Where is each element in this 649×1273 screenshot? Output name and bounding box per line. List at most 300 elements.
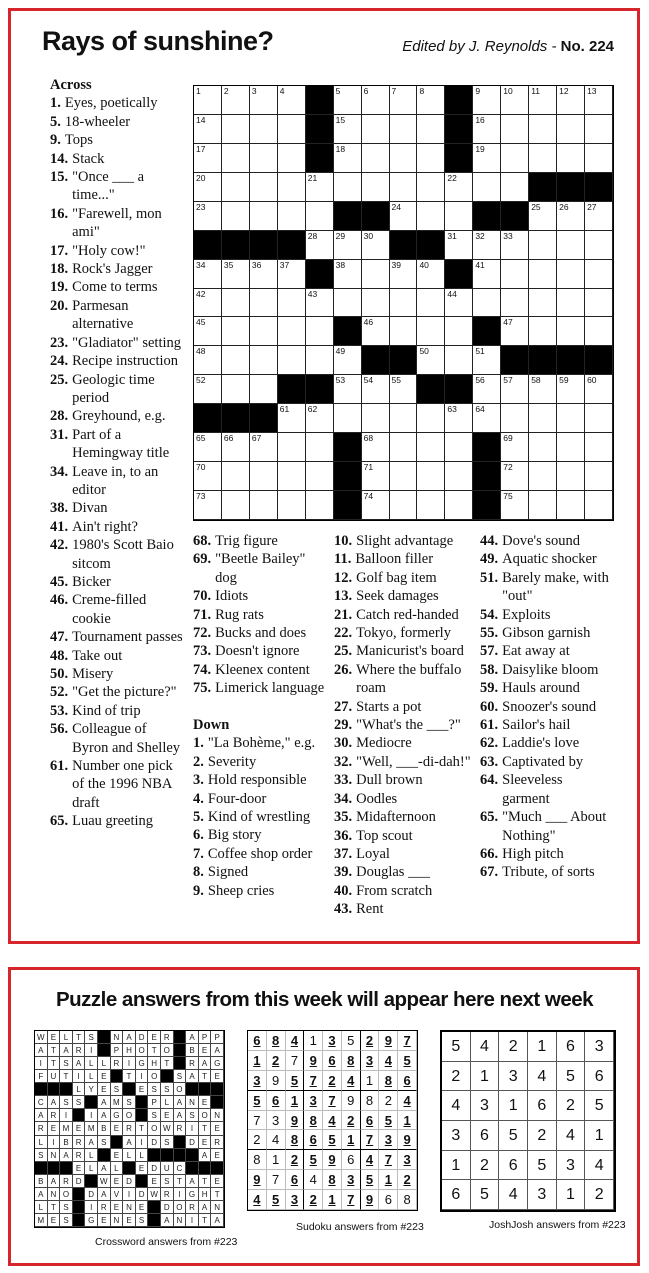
grid-cell[interactable] bbox=[529, 289, 557, 318]
clue-item bbox=[480, 550, 610, 568]
grid-cell[interactable] bbox=[445, 317, 473, 346]
grid-cell[interactable] bbox=[362, 491, 390, 520]
clue-number: 6. bbox=[193, 827, 204, 844]
grid-cell[interactable] bbox=[585, 289, 613, 318]
grid-cell[interactable] bbox=[362, 462, 390, 491]
sudoku-digit: 5 bbox=[379, 1111, 398, 1131]
grid-cell[interactable] bbox=[306, 433, 334, 462]
grid-block bbox=[445, 86, 473, 115]
grid-cell[interactable] bbox=[390, 289, 418, 318]
sudoku-digit: 1 bbox=[248, 1051, 267, 1071]
grid-block bbox=[306, 115, 334, 144]
cell-number: 67 bbox=[251, 433, 262, 444]
sudoku-digit: 9 bbox=[248, 1170, 267, 1190]
grid-cell[interactable] bbox=[585, 231, 613, 260]
grid-cell[interactable] bbox=[362, 86, 390, 115]
clue-text: Ain't right? bbox=[72, 518, 138, 535]
grid-cell[interactable] bbox=[250, 115, 278, 144]
joshjosh-digit: 1 bbox=[442, 1151, 471, 1181]
grid-cell[interactable] bbox=[529, 231, 557, 260]
grid-cell[interactable] bbox=[250, 317, 278, 346]
clue-text: Captivated by bbox=[502, 753, 584, 770]
grid-cell[interactable] bbox=[362, 404, 390, 433]
clue-number: 12. bbox=[334, 569, 353, 586]
grid-cell[interactable] bbox=[306, 404, 334, 433]
grid-cell[interactable] bbox=[194, 289, 222, 318]
grid-cell[interactable] bbox=[417, 346, 445, 375]
grid-cell[interactable] bbox=[445, 462, 473, 491]
grid-cell[interactable] bbox=[194, 491, 222, 520]
grid-cell[interactable] bbox=[417, 317, 445, 346]
sudoku-digit: 2 bbox=[286, 1150, 305, 1170]
clue-number: 67. bbox=[480, 864, 499, 881]
cell-number: 28 bbox=[307, 230, 318, 241]
clue-text: "Holy cow!" bbox=[72, 242, 146, 259]
grid-block bbox=[250, 231, 278, 260]
grid-cell[interactable] bbox=[445, 346, 473, 375]
grid-cell[interactable] bbox=[557, 289, 585, 318]
grid-cell[interactable] bbox=[557, 202, 585, 231]
grid-cell[interactable] bbox=[557, 404, 585, 433]
grid-cell[interactable] bbox=[250, 491, 278, 520]
grid-cell[interactable] bbox=[306, 462, 334, 491]
grid-cell[interactable] bbox=[334, 86, 362, 115]
clue-text: Kind of wrestling bbox=[207, 809, 311, 826]
grid-cell[interactable] bbox=[362, 231, 390, 260]
grid-cell[interactable] bbox=[501, 375, 529, 404]
cell-number: 14 bbox=[196, 114, 206, 125]
sudoku-digit: 9 bbox=[286, 1111, 305, 1131]
grid-cell[interactable] bbox=[501, 231, 529, 260]
grid-cell[interactable] bbox=[278, 86, 306, 115]
grid-cell[interactable] bbox=[445, 289, 473, 318]
answer-block bbox=[85, 1096, 98, 1109]
answer-block bbox=[48, 1162, 61, 1175]
grid-cell[interactable] bbox=[557, 115, 585, 144]
cell-number: 11 bbox=[531, 86, 541, 96]
clue-text: "Farewell, mon ami" bbox=[72, 205, 162, 241]
clue-item bbox=[193, 753, 328, 771]
answer-letter: T bbox=[48, 1201, 61, 1214]
grid-cell[interactable] bbox=[278, 462, 306, 491]
grid-cell[interactable] bbox=[250, 375, 278, 404]
grid-cell[interactable] bbox=[250, 289, 278, 318]
grid-cell[interactable] bbox=[250, 202, 278, 231]
cell-number: 13 bbox=[587, 86, 597, 96]
clue-item bbox=[50, 168, 185, 205]
grid-cell[interactable] bbox=[390, 260, 418, 289]
sudoku-digit: 7 bbox=[398, 1031, 417, 1051]
grid-cell[interactable] bbox=[278, 115, 306, 144]
clue-item bbox=[193, 808, 328, 826]
grid-cell[interactable] bbox=[362, 144, 390, 173]
grid-cell[interactable] bbox=[390, 86, 418, 115]
grid-cell[interactable] bbox=[194, 86, 222, 115]
clue-item bbox=[334, 808, 479, 826]
sudoku-digit: 5 bbox=[398, 1051, 417, 1071]
answer-letter: L bbox=[60, 1031, 73, 1044]
grid-cell[interactable] bbox=[417, 404, 445, 433]
grid-cell[interactable] bbox=[222, 86, 250, 115]
grid-cell[interactable] bbox=[362, 289, 390, 318]
grid-cell[interactable] bbox=[250, 260, 278, 289]
clue-text: Oodles bbox=[356, 790, 398, 807]
clue-number: 68. bbox=[193, 533, 212, 549]
grid-cell[interactable] bbox=[194, 462, 222, 491]
grid-cell[interactable] bbox=[278, 491, 306, 520]
answer-letter: R bbox=[73, 1149, 86, 1162]
grid-cell[interactable] bbox=[334, 289, 362, 318]
grid-cell[interactable] bbox=[585, 491, 613, 520]
clue-item bbox=[334, 587, 479, 605]
joshjosh-digit: 5 bbox=[442, 1032, 471, 1062]
grid-cell[interactable] bbox=[362, 173, 390, 202]
grid-cell[interactable] bbox=[417, 260, 445, 289]
clue-number: 60. bbox=[480, 698, 499, 715]
grid-cell[interactable] bbox=[334, 404, 362, 433]
clue-number: 25. bbox=[50, 371, 69, 388]
grid-cell[interactable] bbox=[585, 404, 613, 433]
grid-cell[interactable] bbox=[473, 86, 501, 115]
sudoku-digit: 3 bbox=[398, 1150, 417, 1170]
grid-cell[interactable] bbox=[585, 260, 613, 289]
answer-letter: S bbox=[35, 1149, 48, 1162]
clue-number: 66. bbox=[480, 845, 499, 862]
grid-cell[interactable] bbox=[334, 231, 362, 260]
grid-cell[interactable] bbox=[585, 375, 613, 404]
grid-cell[interactable] bbox=[334, 260, 362, 289]
grid-cell[interactable] bbox=[585, 202, 613, 231]
grid-cell[interactable] bbox=[529, 260, 557, 289]
grid-cell[interactable] bbox=[194, 173, 222, 202]
clue-number: 45. bbox=[50, 573, 69, 590]
cell-number: 22 bbox=[447, 172, 457, 183]
grid-cell[interactable] bbox=[585, 86, 613, 115]
grid-cell[interactable] bbox=[585, 317, 613, 346]
answer-letter: A bbox=[98, 1096, 111, 1109]
clue-item bbox=[50, 628, 185, 646]
grid-cell[interactable] bbox=[417, 202, 445, 231]
clue-number: 16. bbox=[50, 205, 69, 222]
grid-cell[interactable] bbox=[445, 433, 473, 462]
grid-cell[interactable] bbox=[501, 115, 529, 144]
grid-cell[interactable] bbox=[390, 433, 418, 462]
clue-text: High pitch bbox=[502, 845, 564, 862]
grid-cell[interactable] bbox=[501, 404, 529, 433]
grid-cell[interactable] bbox=[417, 115, 445, 144]
clue-number: 11. bbox=[334, 551, 352, 568]
grid-cell[interactable] bbox=[501, 462, 529, 491]
grid-cell[interactable] bbox=[278, 433, 306, 462]
clue-item bbox=[50, 683, 185, 701]
grid-cell[interactable] bbox=[501, 86, 529, 115]
grid-cell[interactable] bbox=[222, 144, 250, 173]
grid-cell[interactable] bbox=[222, 462, 250, 491]
grid-cell[interactable] bbox=[390, 317, 418, 346]
grid-cell[interactable] bbox=[334, 115, 362, 144]
grid-cell[interactable] bbox=[557, 144, 585, 173]
grid-cell[interactable] bbox=[250, 346, 278, 375]
grid-cell[interactable] bbox=[390, 491, 418, 520]
cell-number: 45 bbox=[196, 317, 206, 328]
cell-number: 36 bbox=[251, 259, 262, 270]
sudoku-digit: 5 bbox=[267, 1190, 286, 1210]
cell-number: 17 bbox=[196, 143, 206, 154]
grid-cell[interactable] bbox=[222, 115, 250, 144]
cell-number: 5 bbox=[335, 86, 341, 96]
grid-cell[interactable] bbox=[278, 404, 306, 433]
grid-cell[interactable] bbox=[473, 115, 501, 144]
grid-cell[interactable] bbox=[445, 404, 473, 433]
grid-cell[interactable] bbox=[390, 404, 418, 433]
grid-cell[interactable] bbox=[501, 317, 529, 346]
grid-cell[interactable] bbox=[390, 144, 418, 173]
answer-letter: L bbox=[73, 1083, 86, 1096]
answer-letter: E bbox=[73, 1122, 86, 1135]
grid-cell[interactable] bbox=[390, 375, 418, 404]
grid-cell[interactable] bbox=[501, 491, 529, 520]
grid-cell[interactable] bbox=[362, 260, 390, 289]
grid-cell[interactable] bbox=[557, 86, 585, 115]
sudoku-digit: 4 bbox=[379, 1051, 398, 1071]
grid-cell[interactable] bbox=[557, 462, 585, 491]
grid-cell[interactable] bbox=[278, 317, 306, 346]
grid-cell[interactable] bbox=[501, 144, 529, 173]
grid-cell[interactable] bbox=[417, 462, 445, 491]
grid-cell[interactable] bbox=[501, 260, 529, 289]
clue-text: Misery bbox=[72, 666, 114, 682]
grid-cell[interactable] bbox=[445, 202, 473, 231]
down-heading: Down bbox=[193, 717, 230, 734]
clue-text: Part of a Hemingway title bbox=[72, 426, 170, 462]
grid-cell[interactable] bbox=[557, 317, 585, 346]
grid-cell[interactable] bbox=[473, 260, 501, 289]
grid-cell[interactable] bbox=[250, 433, 278, 462]
grid-cell[interactable] bbox=[417, 86, 445, 115]
grid-cell[interactable] bbox=[222, 491, 250, 520]
grid-cell[interactable] bbox=[194, 433, 222, 462]
clue-number: 37. bbox=[334, 845, 353, 862]
grid-cell[interactable] bbox=[306, 202, 334, 231]
grid-cell[interactable] bbox=[390, 115, 418, 144]
clue-item bbox=[50, 260, 185, 278]
grid-cell[interactable] bbox=[222, 289, 250, 318]
grid-cell[interactable] bbox=[529, 404, 557, 433]
grid-cell[interactable] bbox=[222, 317, 250, 346]
grid-cell[interactable] bbox=[334, 375, 362, 404]
cell-number: 20 bbox=[196, 172, 206, 183]
grid-cell[interactable] bbox=[222, 433, 250, 462]
grid-cell[interactable] bbox=[306, 317, 334, 346]
grid-cell[interactable] bbox=[585, 462, 613, 491]
clue-number: 36. bbox=[334, 827, 353, 844]
grid-cell[interactable] bbox=[222, 173, 250, 202]
grid-cell[interactable] bbox=[417, 491, 445, 520]
grid-cell[interactable] bbox=[473, 289, 501, 318]
grid-cell[interactable] bbox=[222, 202, 250, 231]
grid-cell[interactable] bbox=[222, 375, 250, 404]
grid-cell[interactable] bbox=[529, 462, 557, 491]
cell-number: 63 bbox=[447, 404, 457, 415]
grid-cell[interactable] bbox=[362, 317, 390, 346]
grid-cell[interactable] bbox=[194, 317, 222, 346]
grid-cell[interactable] bbox=[473, 404, 501, 433]
grid-cell[interactable] bbox=[250, 144, 278, 173]
grid-cell[interactable] bbox=[473, 231, 501, 260]
grid-cell[interactable] bbox=[306, 346, 334, 375]
grid-cell[interactable] bbox=[362, 115, 390, 144]
grid-cell[interactable] bbox=[529, 433, 557, 462]
grid-cell[interactable] bbox=[585, 115, 613, 144]
answer-letter: A bbox=[199, 1149, 212, 1162]
answer-letter: S bbox=[148, 1083, 161, 1096]
sudoku-digit: 7 bbox=[379, 1150, 398, 1170]
grid-cell[interactable] bbox=[250, 86, 278, 115]
cell-number: 38 bbox=[335, 259, 346, 270]
answer-letter: E bbox=[98, 1083, 111, 1096]
grid-cell[interactable] bbox=[529, 491, 557, 520]
grid-cell[interactable] bbox=[557, 491, 585, 520]
down-clues-column-3 bbox=[480, 532, 610, 882]
grid-cell[interactable] bbox=[222, 346, 250, 375]
clue-item bbox=[480, 624, 610, 642]
grid-cell[interactable] bbox=[334, 173, 362, 202]
clue-text: From scratch bbox=[356, 882, 433, 899]
answer-letter: S bbox=[60, 1096, 73, 1109]
answer-letter: O bbox=[60, 1188, 73, 1201]
grid-cell[interactable] bbox=[417, 289, 445, 318]
grid-cell[interactable] bbox=[362, 375, 390, 404]
clue-item bbox=[50, 499, 185, 517]
answer-letter: L bbox=[123, 1149, 136, 1162]
grid-cell[interactable] bbox=[529, 86, 557, 115]
byline-number: No. 224 bbox=[560, 38, 614, 55]
grid-cell[interactable] bbox=[417, 173, 445, 202]
grid-cell[interactable] bbox=[278, 202, 306, 231]
cell-number: 57 bbox=[503, 375, 513, 386]
grid-cell[interactable] bbox=[194, 375, 222, 404]
cell-number: 49 bbox=[335, 346, 346, 357]
cell-number: 35 bbox=[223, 259, 234, 270]
grid-cell[interactable] bbox=[390, 202, 418, 231]
grid-cell[interactable] bbox=[194, 260, 222, 289]
grid-cell[interactable] bbox=[278, 346, 306, 375]
grid-cell[interactable] bbox=[250, 173, 278, 202]
answer-letter: A bbox=[174, 1109, 187, 1122]
grid-cell[interactable] bbox=[557, 231, 585, 260]
grid-cell[interactable] bbox=[250, 462, 278, 491]
clue-item bbox=[50, 407, 185, 425]
clue-text: Hauls around bbox=[502, 680, 580, 697]
grid-cell[interactable] bbox=[557, 375, 585, 404]
grid-cell[interactable] bbox=[501, 433, 529, 462]
answer-letter: E bbox=[73, 1162, 86, 1175]
grid-cell[interactable] bbox=[417, 433, 445, 462]
grid-cell[interactable] bbox=[473, 375, 501, 404]
grid-cell[interactable] bbox=[473, 144, 501, 173]
grid-cell[interactable] bbox=[306, 491, 334, 520]
answer-letter: E bbox=[136, 1201, 149, 1214]
answer-letter: I bbox=[136, 1070, 149, 1083]
grid-cell[interactable] bbox=[306, 173, 334, 202]
clue-item bbox=[334, 790, 479, 808]
grid-cell[interactable] bbox=[194, 115, 222, 144]
answer-letter: H bbox=[123, 1044, 136, 1057]
grid-cell[interactable] bbox=[473, 346, 501, 375]
answer-letter: R bbox=[73, 1044, 86, 1057]
answer-letter: N bbox=[186, 1096, 199, 1109]
clue-text: Leave in, to an editor bbox=[72, 463, 159, 498]
sudoku-digit: 8 bbox=[342, 1051, 361, 1071]
grid-cell[interactable] bbox=[194, 144, 222, 173]
grid-cell[interactable] bbox=[445, 491, 473, 520]
grid-cell[interactable] bbox=[278, 260, 306, 289]
grid-cell[interactable] bbox=[585, 433, 613, 462]
clue-number: 74. bbox=[193, 661, 212, 678]
answer-letter: G bbox=[186, 1188, 199, 1201]
clue-text: "Get the picture?" bbox=[72, 684, 177, 701]
answer-letter: A bbox=[35, 1188, 48, 1201]
clue-number: 46. bbox=[50, 592, 69, 609]
grid-cell[interactable] bbox=[278, 289, 306, 318]
grid-cell[interactable] bbox=[390, 462, 418, 491]
grid-cell[interactable] bbox=[501, 173, 529, 202]
grid-block bbox=[194, 231, 222, 260]
grid-cell[interactable] bbox=[278, 173, 306, 202]
grid-cell[interactable] bbox=[445, 173, 473, 202]
byline-editor: Edited by J. Reynolds bbox=[402, 38, 548, 55]
answer-block bbox=[186, 1162, 199, 1175]
grid-cell[interactable] bbox=[529, 317, 557, 346]
grid-cell[interactable] bbox=[306, 231, 334, 260]
grid-cell[interactable] bbox=[278, 144, 306, 173]
clue-text: Bucks and does bbox=[215, 625, 307, 642]
grid-cell[interactable] bbox=[334, 346, 362, 375]
clue-text: Doesn't ignore bbox=[215, 643, 300, 660]
grid-cell[interactable] bbox=[529, 202, 557, 231]
grid-cell[interactable] bbox=[473, 173, 501, 202]
grid-cell[interactable] bbox=[585, 144, 613, 173]
crossword-grid[interactable] bbox=[193, 85, 614, 521]
grid-cell[interactable] bbox=[417, 144, 445, 173]
grid-cell[interactable] bbox=[445, 231, 473, 260]
grid-cell[interactable] bbox=[557, 433, 585, 462]
clue-text: Tribute, of sorts bbox=[502, 864, 595, 881]
grid-block bbox=[473, 433, 501, 462]
grid-cell[interactable] bbox=[334, 144, 362, 173]
grid-cell[interactable] bbox=[529, 375, 557, 404]
answer-letter: E bbox=[199, 1136, 212, 1149]
grid-cell[interactable] bbox=[306, 289, 334, 318]
answer-letter: A bbox=[48, 1175, 61, 1188]
grid-cell[interactable] bbox=[222, 260, 250, 289]
grid-cell[interactable] bbox=[194, 346, 222, 375]
grid-cell[interactable] bbox=[362, 433, 390, 462]
answer-block bbox=[73, 1188, 86, 1201]
grid-cell[interactable] bbox=[501, 289, 529, 318]
grid-cell[interactable] bbox=[390, 173, 418, 202]
answer-letter: A bbox=[186, 1031, 199, 1044]
answer-letter: R bbox=[161, 1188, 174, 1201]
grid-cell[interactable] bbox=[557, 260, 585, 289]
grid-cell[interactable] bbox=[194, 202, 222, 231]
answer-block bbox=[186, 1149, 199, 1162]
answer-letter: O bbox=[123, 1109, 136, 1122]
answer-block bbox=[35, 1162, 48, 1175]
grid-cell[interactable] bbox=[529, 144, 557, 173]
grid-cell[interactable] bbox=[529, 115, 557, 144]
answer-letter: G bbox=[85, 1214, 98, 1227]
